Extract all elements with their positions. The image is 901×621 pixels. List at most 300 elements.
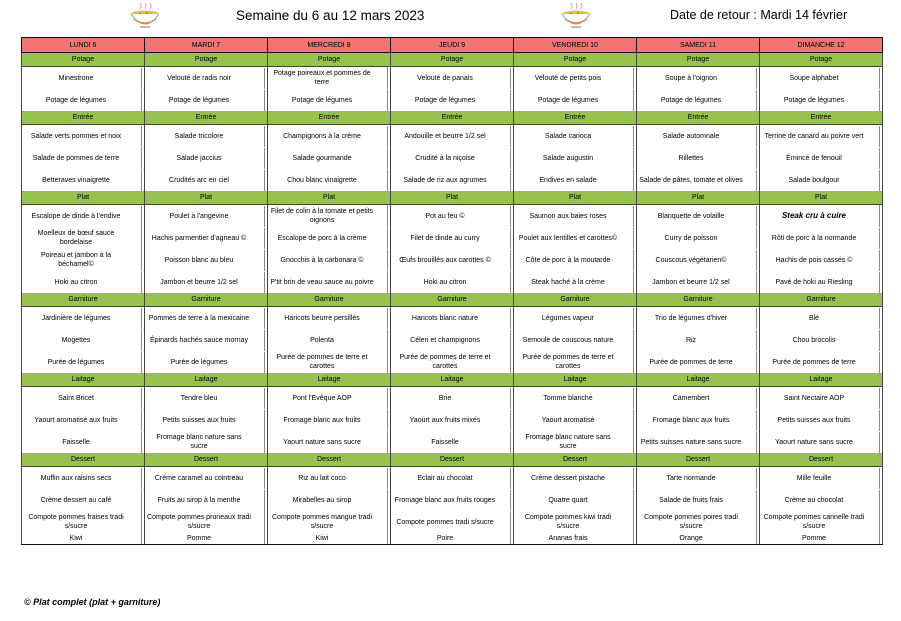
cell-divider bbox=[387, 490, 388, 511]
menu-item: Escalope de porc à la crème bbox=[277, 234, 367, 242]
menu-item: Salade verts pommes et noix bbox=[30, 132, 122, 140]
cell-divider bbox=[756, 68, 757, 89]
cell-divider bbox=[510, 272, 511, 293]
day-header: DIMANCHE 12 bbox=[760, 38, 883, 53]
cell-divider bbox=[387, 170, 388, 191]
cell-divider bbox=[387, 351, 388, 373]
menu-cell bbox=[145, 467, 268, 490]
cell-divider bbox=[264, 148, 265, 169]
cell-divider bbox=[510, 68, 511, 89]
section-header: Entrée bbox=[637, 111, 760, 125]
menu-item: Compote pommes fraises tradi s/sucre bbox=[28, 514, 124, 530]
cell-divider bbox=[141, 90, 142, 111]
menu-cell bbox=[145, 227, 268, 249]
section-header: Potage bbox=[391, 53, 514, 67]
day-header: MERCREDI 8 bbox=[268, 38, 391, 53]
menu-item: Poisson blanc au bleu bbox=[164, 256, 234, 264]
cell-divider bbox=[633, 90, 634, 111]
menu-cell bbox=[22, 205, 145, 228]
cell-divider bbox=[756, 148, 757, 169]
cell-divider bbox=[264, 431, 265, 453]
section-header: Plat bbox=[22, 191, 145, 205]
cell-divider bbox=[879, 490, 880, 511]
menu-cell bbox=[22, 329, 145, 351]
cell-divider bbox=[141, 511, 142, 533]
cell-divider bbox=[141, 206, 142, 227]
menu-cell bbox=[268, 147, 391, 169]
menu-cell bbox=[514, 271, 637, 293]
menu-item: Poireau et jambon à la béchamel© bbox=[40, 252, 112, 268]
menu-cell bbox=[637, 89, 760, 111]
footnote: © Plat complet (plat + garniture) bbox=[24, 597, 161, 607]
cell-divider bbox=[387, 432, 388, 453]
menu-cell bbox=[22, 147, 145, 169]
cell-divider bbox=[756, 206, 757, 227]
cell-divider bbox=[141, 490, 142, 511]
menu-cell bbox=[514, 249, 637, 271]
menu-item: Saumon aux baies roses bbox=[529, 212, 607, 220]
cell-divider bbox=[141, 249, 142, 271]
menu-item: Compote pommes tradi s/sucre bbox=[396, 518, 494, 526]
menu-item: Endives en salade bbox=[539, 176, 597, 184]
menu-cell bbox=[268, 307, 391, 330]
weekly-menu-table bbox=[21, 37, 883, 545]
menu-cell bbox=[514, 387, 637, 410]
menu-item: Salade gourmande bbox=[292, 154, 352, 162]
section-header: Plat bbox=[268, 191, 391, 205]
menu-cell bbox=[268, 409, 391, 431]
menu-cell bbox=[145, 169, 268, 191]
menu-row bbox=[22, 147, 883, 169]
cell-divider bbox=[756, 90, 757, 111]
menu-cell bbox=[760, 467, 883, 490]
menu-cell bbox=[268, 89, 391, 111]
menu-cell bbox=[391, 409, 514, 431]
cell-divider bbox=[264, 468, 265, 489]
section-header: Entrée bbox=[268, 111, 391, 125]
menu-item: Côte de porc à la moutarde bbox=[525, 256, 611, 264]
menu-item: Poulet à l'angevine bbox=[169, 212, 229, 220]
cell-divider bbox=[510, 330, 511, 351]
day-header: SAMEDI 11 bbox=[637, 38, 760, 53]
section-header: Dessert bbox=[637, 453, 760, 467]
menu-cell bbox=[637, 67, 760, 90]
menu-cell bbox=[145, 387, 268, 410]
menu-cell bbox=[145, 511, 268, 533]
cell-divider bbox=[510, 468, 511, 489]
cell-divider bbox=[264, 388, 265, 409]
cell-divider bbox=[879, 410, 880, 431]
cell-divider bbox=[879, 68, 880, 89]
cell-divider bbox=[756, 511, 757, 533]
menu-item: Poire bbox=[436, 535, 454, 542]
menu-item: Chou brocolis bbox=[792, 336, 836, 344]
menu-item: Pomme bbox=[801, 535, 827, 542]
menu-cell bbox=[760, 307, 883, 330]
cell-divider bbox=[879, 308, 880, 329]
menu-item: Terrine de canard au poivre vert bbox=[764, 132, 864, 140]
menu-item: Saint Nectaire AOP bbox=[783, 394, 845, 402]
cell-divider bbox=[264, 68, 265, 89]
cell-divider bbox=[633, 431, 634, 453]
cell-divider bbox=[141, 352, 142, 373]
menu-row bbox=[22, 249, 883, 271]
menu-item: Œufs brouillés aux carottes © bbox=[399, 256, 491, 264]
menu-item: Salade de pâtes, tomate et olives bbox=[639, 176, 743, 184]
menu-cell bbox=[391, 147, 514, 169]
menu-cell bbox=[145, 329, 268, 351]
menu-item: Escalope de dinde à l'endive bbox=[31, 212, 121, 220]
menu-item: Orange bbox=[679, 535, 703, 542]
menu-item: Hachis de pois cassés © bbox=[775, 256, 853, 264]
menu-item: Purée de pommes de terre et carottes bbox=[399, 354, 491, 370]
menu-cell bbox=[637, 533, 760, 545]
menu-cell bbox=[514, 169, 637, 191]
menu-item: Couscous végétarien© bbox=[655, 256, 727, 264]
section-header: Laitage bbox=[391, 373, 514, 387]
menu-cell bbox=[268, 227, 391, 249]
cell-divider bbox=[510, 308, 511, 329]
menu-cell bbox=[22, 409, 145, 431]
cell-divider bbox=[633, 410, 634, 431]
cell-divider bbox=[510, 170, 511, 191]
cell-divider bbox=[264, 228, 265, 249]
cell-divider bbox=[879, 126, 880, 147]
menu-cell bbox=[637, 329, 760, 351]
menu-item: Potage de légumes bbox=[291, 96, 353, 104]
menu-item: Crème dessert pistache bbox=[531, 474, 605, 482]
menu-cell bbox=[637, 307, 760, 330]
cell-divider bbox=[510, 90, 511, 111]
menu-row bbox=[22, 205, 883, 228]
section-header: Garniture bbox=[268, 293, 391, 307]
cell-divider bbox=[510, 490, 511, 511]
menu-item: Pont l'Evêque AOP bbox=[292, 394, 352, 402]
cell-divider bbox=[387, 388, 388, 409]
menu-cell bbox=[391, 387, 514, 410]
section-header: Dessert bbox=[391, 453, 514, 467]
menu-item: Faisselle bbox=[431, 438, 459, 446]
section-header: Plat bbox=[391, 191, 514, 205]
menu-cell bbox=[391, 169, 514, 191]
menu-item: Compote pommes pruneaux tradi s/sucre bbox=[147, 514, 251, 530]
page-title: Semaine du 6 au 12 mars 2023 bbox=[236, 8, 425, 23]
section-header: Laitage bbox=[637, 373, 760, 387]
menu-item: Salade augustin bbox=[542, 154, 594, 162]
menu-cell bbox=[760, 205, 883, 228]
menu-row bbox=[22, 307, 883, 330]
menu-cell bbox=[514, 409, 637, 431]
menu-cell bbox=[268, 271, 391, 293]
menu-item: Crudité à la niçoise bbox=[415, 154, 475, 162]
section-header: Garniture bbox=[22, 293, 145, 307]
cell-divider bbox=[141, 227, 142, 249]
menu-item: Riz au lait coco bbox=[298, 474, 346, 482]
cell-divider bbox=[387, 90, 388, 111]
menu-item: Chou blanc vinaigrette bbox=[287, 176, 357, 184]
section-header: Garniture bbox=[391, 293, 514, 307]
menu-cell bbox=[268, 67, 391, 90]
cell-divider bbox=[756, 468, 757, 489]
menu-row bbox=[22, 533, 883, 545]
day-header: JEUDI 9 bbox=[391, 38, 514, 53]
menu-cell bbox=[637, 489, 760, 511]
menu-item: Camembert bbox=[672, 394, 710, 402]
menu-item: Velouté de radis noir bbox=[167, 74, 231, 82]
day-header: MARDI 7 bbox=[145, 38, 268, 53]
menu-item: Compote pommes poires tradi s/sucre bbox=[644, 514, 738, 530]
cell-divider bbox=[879, 90, 880, 111]
cell-divider bbox=[141, 272, 142, 293]
menu-item: Salade jaccius bbox=[176, 154, 222, 162]
menu-cell bbox=[22, 467, 145, 490]
cell-divider bbox=[879, 228, 880, 249]
section-header-row bbox=[22, 111, 883, 125]
cell-divider bbox=[264, 330, 265, 351]
cell-divider bbox=[141, 533, 142, 545]
cell-divider bbox=[141, 126, 142, 147]
menu-cell bbox=[391, 227, 514, 249]
menu-cell bbox=[145, 307, 268, 330]
section-header: Plat bbox=[514, 191, 637, 205]
menu-item: Filet de colin à la tomate et petits oignons bbox=[270, 208, 374, 224]
cell-divider bbox=[756, 533, 757, 545]
menu-item: Purée de pommes de terre et carottes bbox=[522, 354, 614, 370]
menu-item: Yaourt aux fruits mixés bbox=[409, 416, 481, 424]
menu-cell bbox=[145, 67, 268, 90]
cell-divider bbox=[387, 205, 388, 228]
menu-cell bbox=[514, 147, 637, 169]
cell-divider bbox=[879, 330, 880, 351]
menu-item: Hoki au citron bbox=[423, 278, 467, 286]
menu-cell bbox=[268, 489, 391, 511]
cell-divider bbox=[756, 308, 757, 329]
menu-cell bbox=[514, 329, 637, 351]
menu-item: Jambon et beurre 1/2 sel bbox=[652, 278, 730, 286]
section-header: Potage bbox=[145, 53, 268, 67]
menu-cell bbox=[391, 205, 514, 228]
menu-item: Mirabelles au sirop bbox=[292, 496, 352, 504]
menu-row bbox=[22, 409, 883, 431]
menu-cell bbox=[391, 89, 514, 111]
menu-cell bbox=[637, 125, 760, 148]
menu-cell bbox=[145, 489, 268, 511]
menu-cell bbox=[760, 329, 883, 351]
cell-divider bbox=[264, 511, 265, 533]
menu-item: Céleri et champignons bbox=[410, 336, 480, 344]
cell-divider bbox=[141, 308, 142, 329]
menu-cell bbox=[391, 67, 514, 90]
menu-item: Légumes vapeur bbox=[541, 314, 595, 322]
menu-item: Salade de riz aux agrumes bbox=[403, 176, 487, 184]
menu-item: Fromage blanc nature sans sucre bbox=[156, 434, 242, 450]
cell-divider bbox=[879, 272, 880, 293]
menu-item: Pommes de terre à la mexicaine bbox=[148, 314, 250, 322]
menu-cell bbox=[760, 431, 883, 453]
menu-row bbox=[22, 351, 883, 373]
cell-divider bbox=[387, 468, 388, 489]
menu-item: Andouille et beurre 1/2 sel bbox=[404, 132, 486, 140]
menu-item: Compote pommes mangue tradi s/sucre bbox=[272, 514, 372, 530]
cell-divider bbox=[879, 352, 880, 373]
menu-cell bbox=[514, 125, 637, 148]
menu-item: Yaourt aromatisé aux fruits bbox=[34, 416, 118, 424]
menu-item: Tomme blanche bbox=[543, 394, 593, 402]
menu-item: Fromage blanc aux fruits bbox=[283, 416, 361, 424]
section-header: Laitage bbox=[145, 373, 268, 387]
menu-cell bbox=[391, 307, 514, 330]
menu-item: Salade de pommes de terre bbox=[32, 154, 120, 162]
cell-divider bbox=[633, 250, 634, 271]
menu-cell bbox=[268, 431, 391, 453]
cell-divider bbox=[264, 90, 265, 111]
cell-divider bbox=[633, 468, 634, 489]
menu-row bbox=[22, 125, 883, 148]
menu-cell bbox=[637, 467, 760, 490]
menu-item: Moelleux de bœuf sauce bordelaise bbox=[37, 230, 115, 246]
menu-cell bbox=[760, 67, 883, 90]
cell-divider bbox=[879, 511, 880, 533]
menu-item: Fromage blanc aux fruits rouges bbox=[394, 496, 496, 504]
cell-divider bbox=[633, 490, 634, 511]
menu-cell bbox=[637, 271, 760, 293]
menu-item: Polenta bbox=[310, 336, 334, 344]
menu-cell bbox=[760, 271, 883, 293]
menu-item: Blanquette de volaille bbox=[657, 212, 725, 220]
menu-cell bbox=[145, 431, 268, 453]
menu-item: Petits suisses nature sans sucre bbox=[640, 438, 742, 446]
menu-item: Brie bbox=[438, 394, 452, 402]
cell-divider bbox=[879, 148, 880, 169]
cell-divider bbox=[633, 330, 634, 351]
cell-divider bbox=[510, 351, 511, 373]
menu-cell bbox=[514, 533, 637, 545]
cell-divider bbox=[879, 170, 880, 191]
cell-divider bbox=[264, 490, 265, 511]
menu-cell bbox=[391, 511, 514, 533]
cell-divider bbox=[141, 468, 142, 489]
section-header: Garniture bbox=[637, 293, 760, 307]
menu-cell bbox=[22, 533, 145, 545]
cell-divider bbox=[387, 272, 388, 293]
section-header: Plat bbox=[760, 191, 883, 205]
menu-cell bbox=[391, 271, 514, 293]
menu-cell bbox=[22, 489, 145, 511]
menu-item: Quatre quart bbox=[548, 496, 588, 504]
menu-cell bbox=[22, 169, 145, 191]
menu-cell bbox=[514, 227, 637, 249]
menu-item: Mogettes bbox=[61, 336, 91, 344]
menu-row bbox=[22, 89, 883, 111]
menu-cell bbox=[268, 351, 391, 373]
menu-item: Potage de légumes bbox=[783, 96, 845, 104]
menu-cell bbox=[268, 249, 391, 271]
menu-cell bbox=[145, 533, 268, 545]
menu-row bbox=[22, 387, 883, 410]
section-header: Garniture bbox=[514, 293, 637, 307]
cell-divider bbox=[510, 512, 511, 533]
menu-item: Purée de pommes de terre et carottes bbox=[276, 354, 368, 370]
menu-cell bbox=[514, 205, 637, 228]
menu-cell bbox=[637, 227, 760, 249]
cell-divider bbox=[141, 170, 142, 191]
menu-item: Petits suisses aux fruits bbox=[777, 416, 851, 424]
menu-item: Trio de légumes d'hiver bbox=[654, 314, 728, 322]
menu-item: Steak haché à la crème bbox=[531, 278, 605, 286]
menu-item: Filet de dinde au curry bbox=[410, 234, 480, 242]
cell-divider bbox=[141, 432, 142, 453]
menu-cell bbox=[760, 89, 883, 111]
menu-item: Rillettes bbox=[678, 154, 704, 162]
menu-item: Semoule de couscous nature bbox=[522, 336, 614, 344]
menu-item: Potage poireaux et pommes de terre bbox=[273, 70, 371, 86]
menu-item: Jambon et beurre 1/2 sel bbox=[160, 278, 238, 286]
menu-row bbox=[22, 489, 883, 511]
menu-cell bbox=[637, 147, 760, 169]
menu-item: Tarte normande bbox=[666, 474, 716, 482]
menu-cell bbox=[145, 351, 268, 373]
menu-item: Haricots blanc nature bbox=[411, 314, 479, 322]
menu-item: Purée de légumes bbox=[170, 358, 228, 366]
section-header: Dessert bbox=[268, 453, 391, 467]
menu-cell bbox=[637, 169, 760, 191]
menu-cell bbox=[22, 227, 145, 249]
menu-row bbox=[22, 467, 883, 490]
cell-divider bbox=[264, 308, 265, 329]
menu-item: Salade automnale bbox=[662, 132, 720, 140]
menu-item: Betteraves vinaigrette bbox=[42, 176, 110, 184]
section-header: Entrée bbox=[391, 111, 514, 125]
menu-item: Fromage blanc aux fruits bbox=[652, 416, 730, 424]
menu-cell bbox=[637, 249, 760, 271]
section-header-row bbox=[22, 191, 883, 205]
menu-item: Hachis parmentier d'agneau © bbox=[151, 234, 247, 242]
cell-divider bbox=[141, 330, 142, 351]
menu-cell bbox=[22, 431, 145, 453]
menu-item: Poulet aux lentilles et carottes© bbox=[518, 234, 618, 242]
cell-divider bbox=[756, 352, 757, 373]
section-header-row bbox=[22, 453, 883, 467]
section-header-row bbox=[22, 373, 883, 387]
cell-divider bbox=[510, 533, 511, 545]
menu-item: Soupe à l'oignon bbox=[665, 74, 717, 82]
menu-cell bbox=[22, 307, 145, 330]
menu-item: Petits suisses aux fruits bbox=[162, 416, 236, 424]
cell-divider bbox=[633, 351, 634, 373]
cell-divider bbox=[633, 388, 634, 409]
menu-cell bbox=[760, 387, 883, 410]
menu-item: Potage de légumes bbox=[660, 96, 722, 104]
menu-cell bbox=[514, 307, 637, 330]
section-header: Potage bbox=[760, 53, 883, 67]
section-header-row bbox=[22, 293, 883, 307]
menu-row bbox=[22, 431, 883, 453]
menu-cell bbox=[514, 351, 637, 373]
cell-divider bbox=[633, 170, 634, 191]
menu-cell bbox=[760, 169, 883, 191]
soup-bowl-icon bbox=[128, 2, 162, 30]
cell-divider bbox=[264, 250, 265, 271]
section-header: Dessert bbox=[145, 453, 268, 467]
menu-item: Muffin aux raisins secs bbox=[40, 474, 112, 482]
menu-item: Jardinière de légumes bbox=[41, 314, 111, 322]
menu-row bbox=[22, 511, 883, 533]
section-header: Laitage bbox=[760, 373, 883, 387]
menu-item: Yaourt aromatisé bbox=[541, 416, 595, 424]
menu-item: Champignons à la crème bbox=[283, 132, 361, 140]
menu-cell bbox=[145, 89, 268, 111]
menu-item: Purée de pommes de terre bbox=[649, 358, 733, 366]
